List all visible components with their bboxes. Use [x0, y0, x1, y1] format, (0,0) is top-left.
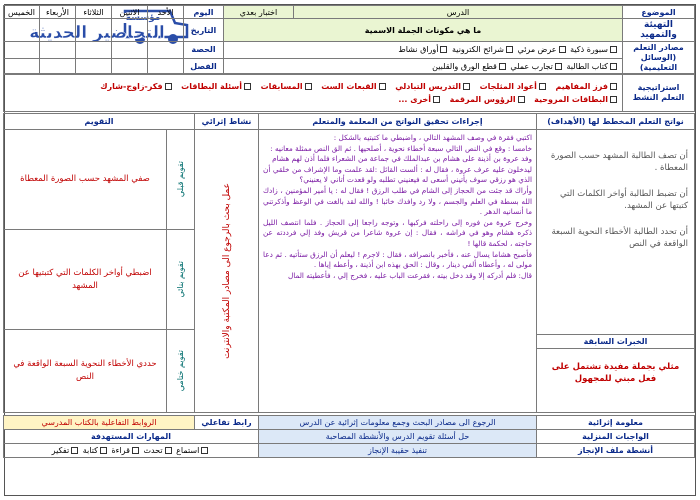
logo-line1: مؤسسة [123, 13, 163, 23]
skill-item: كتابة [82, 446, 98, 455]
procedure-line: اكتبي فقرة في وصف المشهد التالي ، واضبطي ما كتبتيه بالشكل : [333, 133, 532, 142]
portfolio-label: أنشطة ملف الإنجاز [537, 444, 695, 458]
checkbox[interactable] [305, 83, 312, 90]
resource-item: سبورة ذكية [570, 45, 608, 55]
day-label: اليوم [184, 6, 224, 19]
logo-line2: التحاضير الحديثة [29, 23, 165, 43]
date-label: التاريخ [184, 19, 224, 42]
strategy-item: القبعات الست [321, 81, 377, 91]
strategy-item: أسئلة البطاقات [181, 81, 243, 91]
header-table [3, 5, 695, 75]
date-cell-1[interactable] [148, 19, 184, 42]
subject-label: الموضوع [623, 6, 695, 19]
procedure-line: خامسا : وقع في النص التالي سبعة أخطاء نحوية ، أصلحيها . ثم الق النص ممثلة معانيه : [270, 143, 532, 153]
resource-item: تجارب عملي [510, 61, 553, 71]
procedure-line: وفد عروة بن أذينة على هشام بن عبدالملك في جماعة من الشعراء فلما أذن لهم هشام [272, 154, 532, 164]
resource-item: شرائح الكترونية [452, 45, 504, 55]
checkbox[interactable] [610, 63, 617, 70]
resource-item: قطع الورق والقلبين [432, 61, 497, 71]
footer-table [3, 415, 695, 458]
strategies-table [3, 73, 695, 112]
lesson-question: ما هي مكونات الجملة الاسمية [224, 19, 623, 42]
date-cell-2[interactable] [112, 19, 148, 42]
evaluation-header: التقويم [4, 114, 195, 130]
procedures-cell [259, 130, 537, 413]
checkbox[interactable] [610, 83, 617, 90]
strategy-item: الرؤوس المرقمة [449, 94, 516, 104]
date-cell-5[interactable] [4, 19, 40, 42]
lesson-value: اختبار بعدي [224, 6, 294, 19]
eval-label-cell [167, 130, 195, 230]
portfolio-value: تنفيذ حقيبة الإنجاز [259, 444, 537, 458]
skill-item: قراءة [111, 446, 130, 455]
day-2: الاثنين [112, 6, 148, 19]
checkbox[interactable] [555, 63, 562, 70]
checkbox[interactable] [463, 83, 470, 90]
checkbox[interactable] [165, 447, 172, 454]
resource-item: كتاب الطالبة [566, 61, 608, 71]
checkbox[interactable] [559, 46, 566, 53]
skill-item: استماع [176, 446, 200, 455]
day-1: الأحد [148, 6, 184, 19]
strategy-item: أخرى ... [398, 94, 432, 104]
period-cell-3[interactable] [76, 42, 112, 59]
checkbox[interactable] [440, 46, 447, 53]
strategy-item: البطاقات المروحية [534, 94, 608, 104]
day-3: الثلاثاء [76, 6, 112, 19]
period-cell-5[interactable] [4, 42, 40, 59]
checkbox[interactable] [610, 46, 617, 53]
strategy-item: التدريس التبادلي [395, 81, 462, 91]
main-table [3, 113, 695, 413]
objective-item: أن تصف الطالبة المشهد حسب الصورة المعطاة . [550, 151, 688, 173]
period-cell-2[interactable] [112, 42, 148, 59]
resources-label: مصادر التعلم (الوسائل التعليمية) [623, 42, 695, 75]
checkbox[interactable] [244, 83, 251, 90]
link-label: رابط تفاعلي [195, 416, 259, 430]
prior-text: مثلي بجملة مفيدة تشتمل على فعل مبني للمجهول [551, 362, 680, 384]
prior-label: الخبرات السابقة [537, 334, 694, 349]
procedure-line: وخرج عروة من فوره إلى راحلته فركبها ، وتوجه راجعا إلى الحجاز . فلما انتصف الليل ذكره هشام وهو في فراشه ، فقال : إن عروة شاعرا من قريش وفد إلي فرددته عن حاجته ، لحكمة قالها ! [263, 217, 532, 248]
checkbox[interactable] [610, 96, 617, 103]
procedure-line: فأصبح هشاما يسال عنه ، فأخبر بانصرافه ، فقال : لاجرم ! ليعلم أن الرزق ستأتيه . ثم دعا مولى له ، وأعطاه ألفي دينار ، وقال : الحق بهذه ابن أذينة ، وأعطه إياها . [263, 249, 532, 270]
objective-item: أن تضبط الطالبة أواخر الكلمات التي كتبتها عن المشهد. [559, 189, 688, 211]
checkbox[interactable] [433, 96, 440, 103]
period-label: الحصة [184, 42, 224, 59]
checkbox[interactable] [506, 46, 513, 53]
skill-item: تفكير [51, 446, 70, 455]
eval-label-cell [167, 330, 195, 413]
date-cell-3[interactable] [76, 19, 112, 42]
period-cell-4[interactable] [40, 42, 76, 59]
resource-item: أوراق نشاط [398, 45, 439, 55]
checkbox[interactable] [165, 83, 172, 90]
home-label: الواجبات المنزلية [537, 430, 695, 444]
checkbox[interactable] [71, 447, 78, 454]
link-value[interactable]: الروابط التفاعلية بالكتاب المدرسي [4, 416, 195, 430]
strategy-item: المسابقات [260, 81, 303, 91]
checkbox[interactable] [518, 96, 525, 103]
objectives-cell [537, 130, 695, 413]
enrichment-text: عمل بحث بالرجوع الى مصادر المكتبة والانترنت [221, 183, 232, 359]
home-value: حل أسئلة تقويم الدرس والأنشطة المصاحبة [259, 430, 537, 444]
eval-text: اضبطي أواخر الكلمات التي كتبتيها عن المشهد [4, 230, 167, 330]
date-cell-4[interactable] [40, 19, 76, 42]
strategies-list [4, 74, 623, 112]
subject-value: التهيئة والتمهيد [623, 19, 695, 42]
skills-label: المهارات المستهدفة [4, 430, 259, 444]
eval-text: صفي المشهد حسب الصورة المعطاة [4, 130, 167, 230]
eval-label: تقويم بنائي [176, 261, 185, 298]
checkbox[interactable] [379, 83, 386, 90]
checkbox[interactable] [132, 447, 139, 454]
procedures-header: إجراءات تحقيق النواتج من المعلمة والمتعلم [259, 114, 537, 130]
eval-label-cell [167, 230, 195, 330]
checkbox[interactable] [539, 83, 546, 90]
lesson-label: الدرس [294, 6, 623, 19]
resources-row-1 [224, 42, 623, 59]
procedure-line: وأراك قد جئت من الحجاز إلى الشام في طلب الرزق ! فقال له : يا أمير المؤمنين ، زادك الله بسطة في العلم والجسم ، ولا رد وافدك خائبا ! والله لقد بالغت في الوعظ وأذكرتني ما أنسانيه الدهر . [263, 185, 532, 217]
procedure-line: ليدخلون عليه عرف عروة ، فقال له : ألست القائل :لقد علمت وما الإشراف من خلقي أن الذي هو رزقي سوف يأتيني أسعى له فيعنيني تطلبه ولو قعدت أتاني لا يعنيني؟ [263, 164, 532, 185]
skill-item: تحدث [143, 446, 163, 455]
objectives-header: نواتج التعلم المخطط لها (الأهداف) [537, 114, 695, 130]
info-value: الرجوع الى مصادر البحث وجمع معلومات إثرائية عن الدرس [259, 416, 537, 430]
strategy-item: فكر-زاوج-شارك [100, 81, 163, 91]
lesson-plan-sheet [4, 4, 696, 496]
day-5: الخميس [4, 6, 40, 19]
class-label: الفصل [184, 58, 224, 75]
info-label: معلومة إثرائية [537, 416, 695, 430]
skills-list [4, 444, 259, 458]
checkbox[interactable] [201, 447, 208, 454]
strategies-label: استراتيجية التعلم النشط [623, 74, 695, 112]
checkbox[interactable] [100, 447, 107, 454]
objective-item: أن تحدد الطالبة الأخطاء النحوية السبعة الواقعة في النص [551, 227, 688, 249]
day-4: الأربعاء [40, 6, 76, 19]
checkbox[interactable] [499, 63, 506, 70]
eval-label: تقويم ختامي [176, 350, 185, 392]
strategy-item: أعواد المثلجات [479, 81, 537, 91]
period-cell-1[interactable] [148, 42, 184, 59]
eval-label: تقويم قبلي [176, 161, 185, 198]
enrichment-cell [195, 130, 259, 413]
enrichment-header: نشاط إثرائي [195, 114, 259, 130]
strategy-item: فرز المفاهيم [555, 81, 608, 91]
procedure-line: قال: فلم أدركه إلا وقد دخل بيته ، فقرعت الباب عليه ، فخرج إلي ، فأعطيته المال [287, 270, 532, 280]
eval-text: حددي الأخطاء النحوية السبعة الواقعة في النص [4, 330, 167, 413]
resource-item: عرض مرئي [517, 45, 557, 55]
